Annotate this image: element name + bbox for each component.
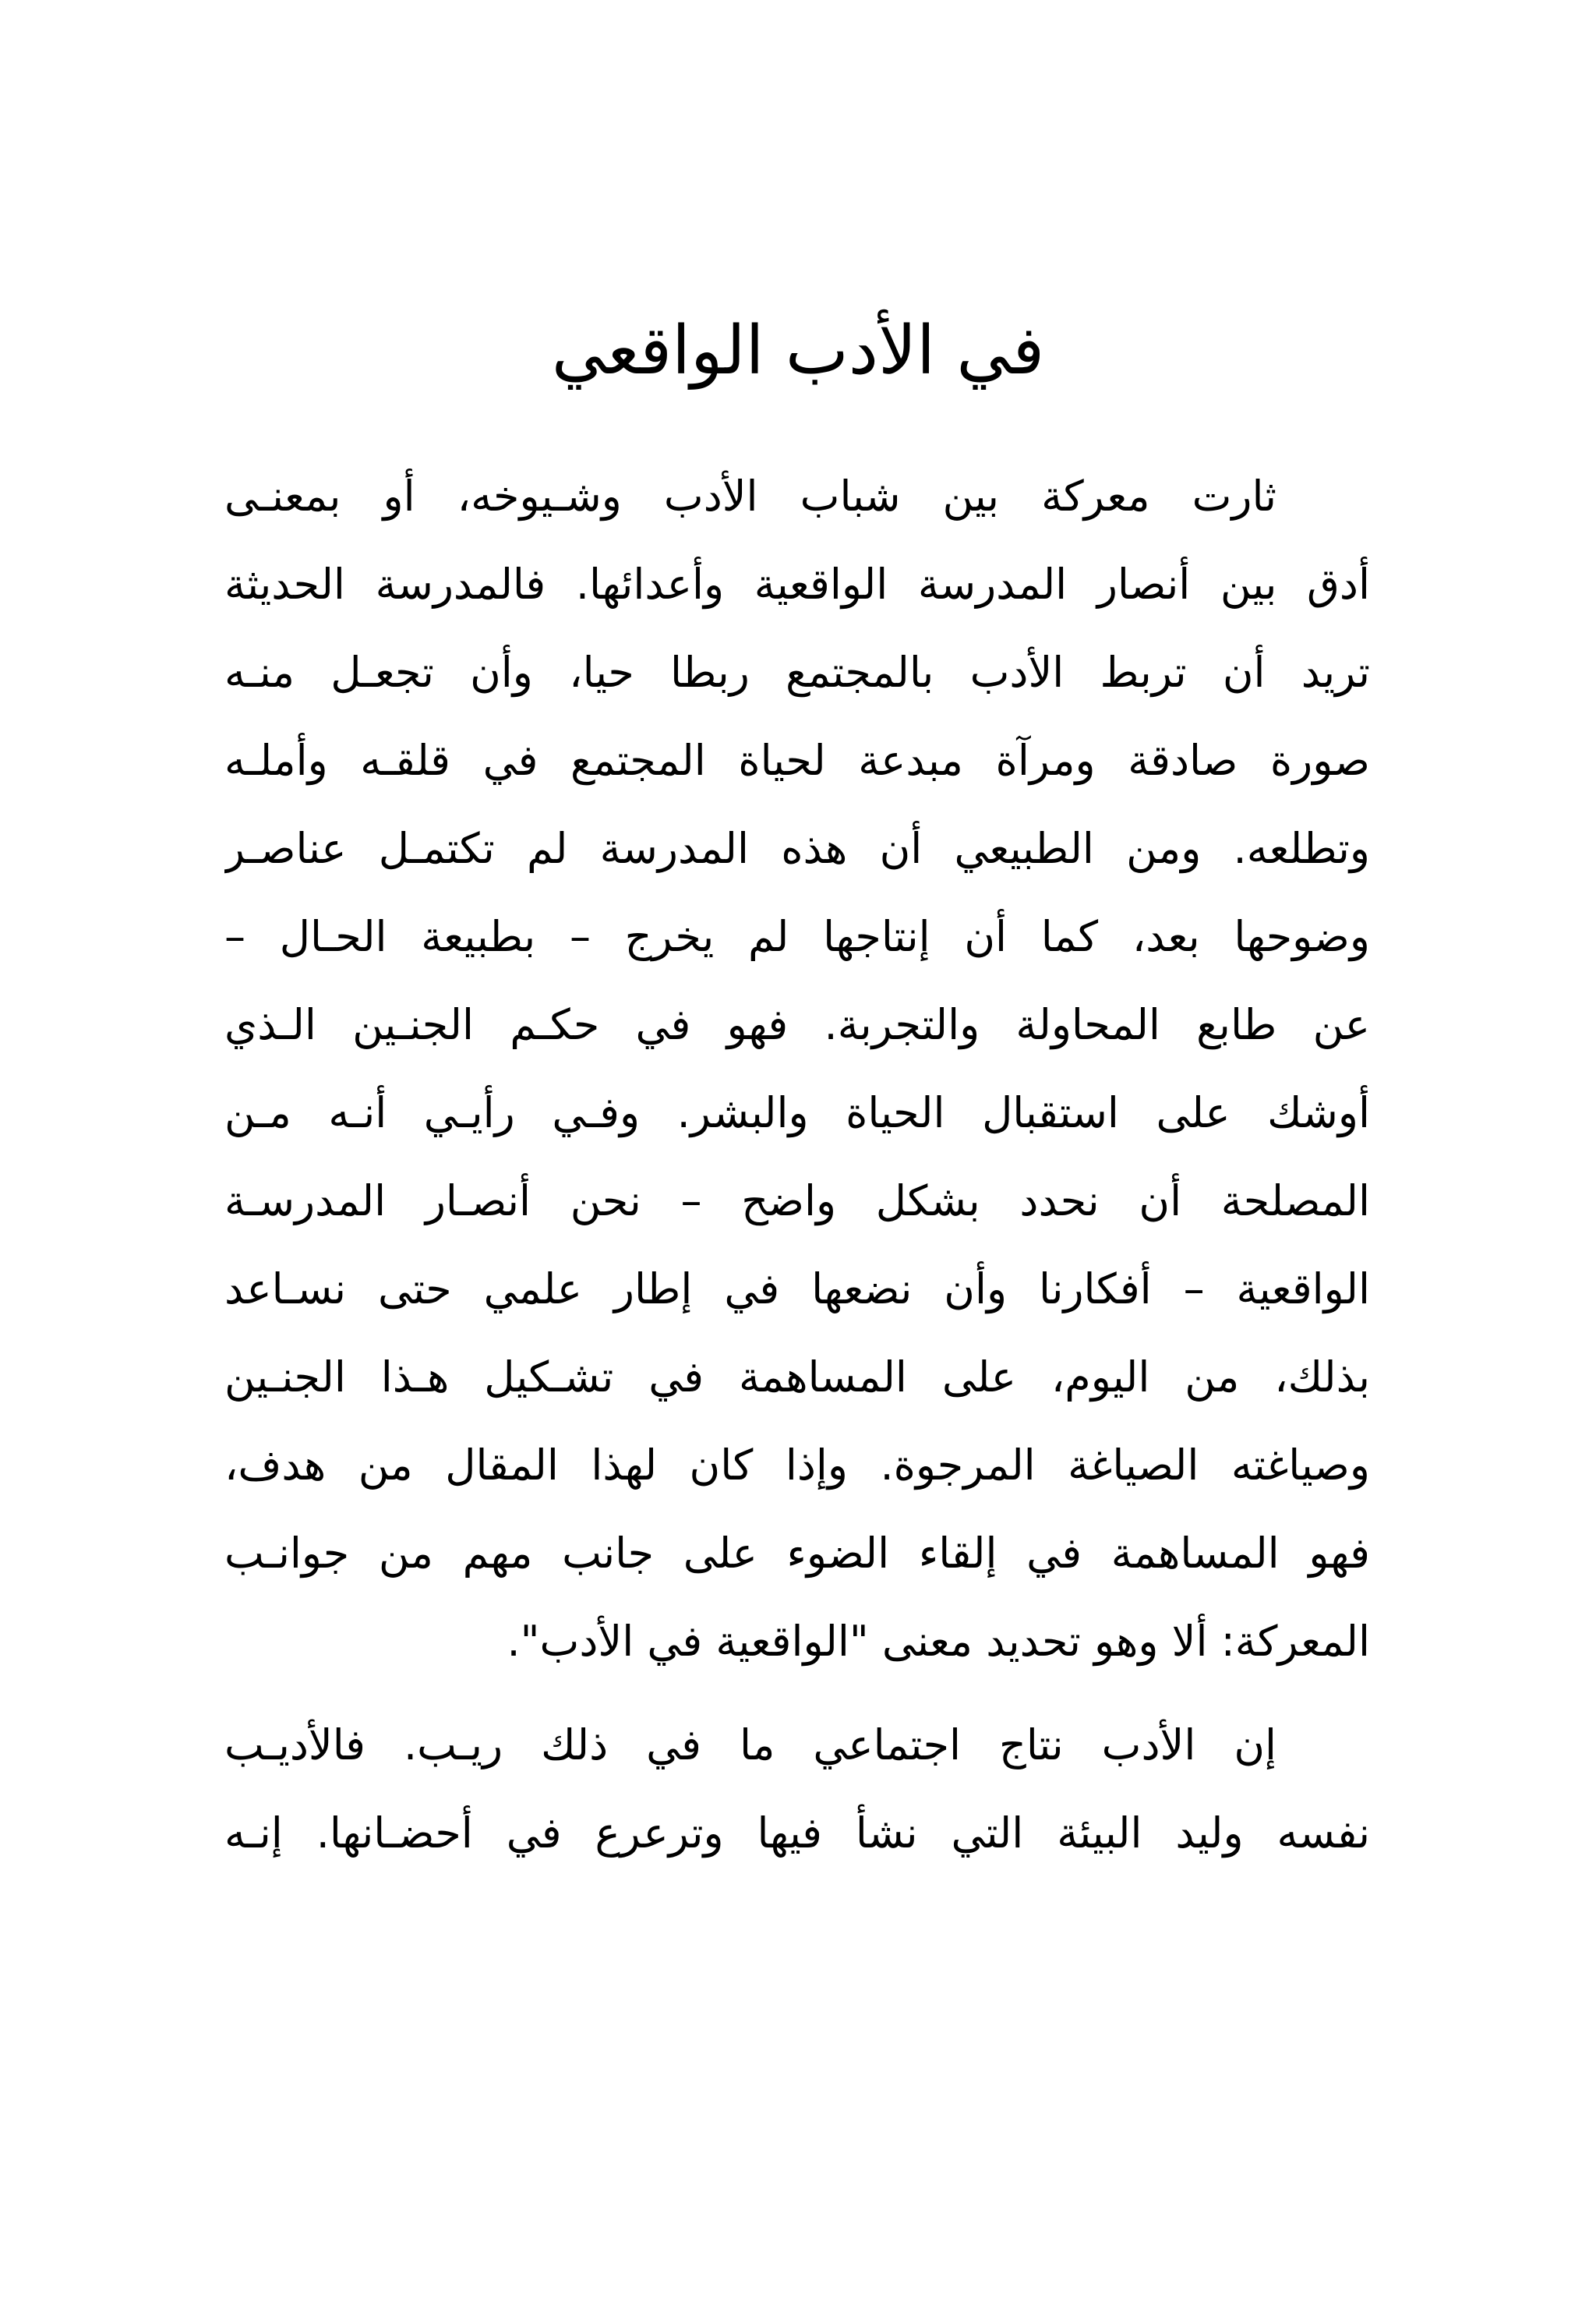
- paragraph-line: أدق بين أنصار المدرسة الواقعية وأعدائها. فالمدرسة الحديثة: [224, 560, 1370, 609]
- paragraph-line: المصلحة أن نحدد بشكل واضح – نحن أنصـار المدرسـة: [224, 1176, 1370, 1225]
- paragraph-gap: [224, 1685, 1370, 1701]
- paragraph-1: [224, 452, 1370, 1685]
- paragraph-line: المعركة: ألا وهو تحديد معنى "الواقعية في الأدب".: [507, 1617, 1370, 1666]
- paragraph-line: إن الأدب نتاج اجتماعي ما في ذلك ريـب. فالأديـب: [224, 1720, 1276, 1769]
- paragraph-line: وصياغته الصياغة المرجوة. وإذا كان لهذا المقال من هدف،: [224, 1441, 1370, 1490]
- paragraph-line: وتطلعه. ومن الطبيعي أن هذه المدرسة لم تكتمـل عناصـر: [224, 824, 1370, 873]
- paragraph-line: ثارت معركة بين شباب الأدب وشـيوخه، أو بمعنـى: [224, 472, 1276, 521]
- paragraph-line: الواقعية – أفكارنا وأن نضعها في إطار علمي حتى نسـاعد: [224, 1264, 1370, 1313]
- document-body: [224, 452, 1370, 1877]
- paragraph-line: عن طابع المحاولة والتجربة. فهو في حكـم الجنـين الـذي: [224, 1000, 1370, 1049]
- paragraph-line: صورة صادقة ومرآة مبدعة لحياة المجتمع في قلقـه وأملـه: [224, 736, 1370, 785]
- paragraph-line: نفسه وليد البيئة التي نشأ فيها وترعرع في أحضـانها. إنـه: [224, 1808, 1370, 1858]
- paragraph-line: فهو المساهمة في إلقاء الضوء على جانب مهم من جوانـب: [224, 1529, 1370, 1578]
- paragraph-line: بذلك، من اليوم، على المساهمة في تشـكيل هـذا الجنـين: [224, 1352, 1370, 1402]
- paragraph-line: وضوحها بعد، كما أن إنتاجها لم يخرج – بطبيعة الحـال –: [224, 912, 1370, 961]
- document-title: في الأدب الواقعي: [551, 312, 1045, 390]
- paragraph-line: أوشك على استقبال الحياة والبشر. وفـي رأيـي أنـه مـن: [224, 1088, 1370, 1137]
- paragraph-line: تريد أن تربط الأدب بالمجتمع ربطا حيا، وأن تجعـل منـه: [224, 648, 1370, 697]
- paragraph-2: [224, 1701, 1370, 1877]
